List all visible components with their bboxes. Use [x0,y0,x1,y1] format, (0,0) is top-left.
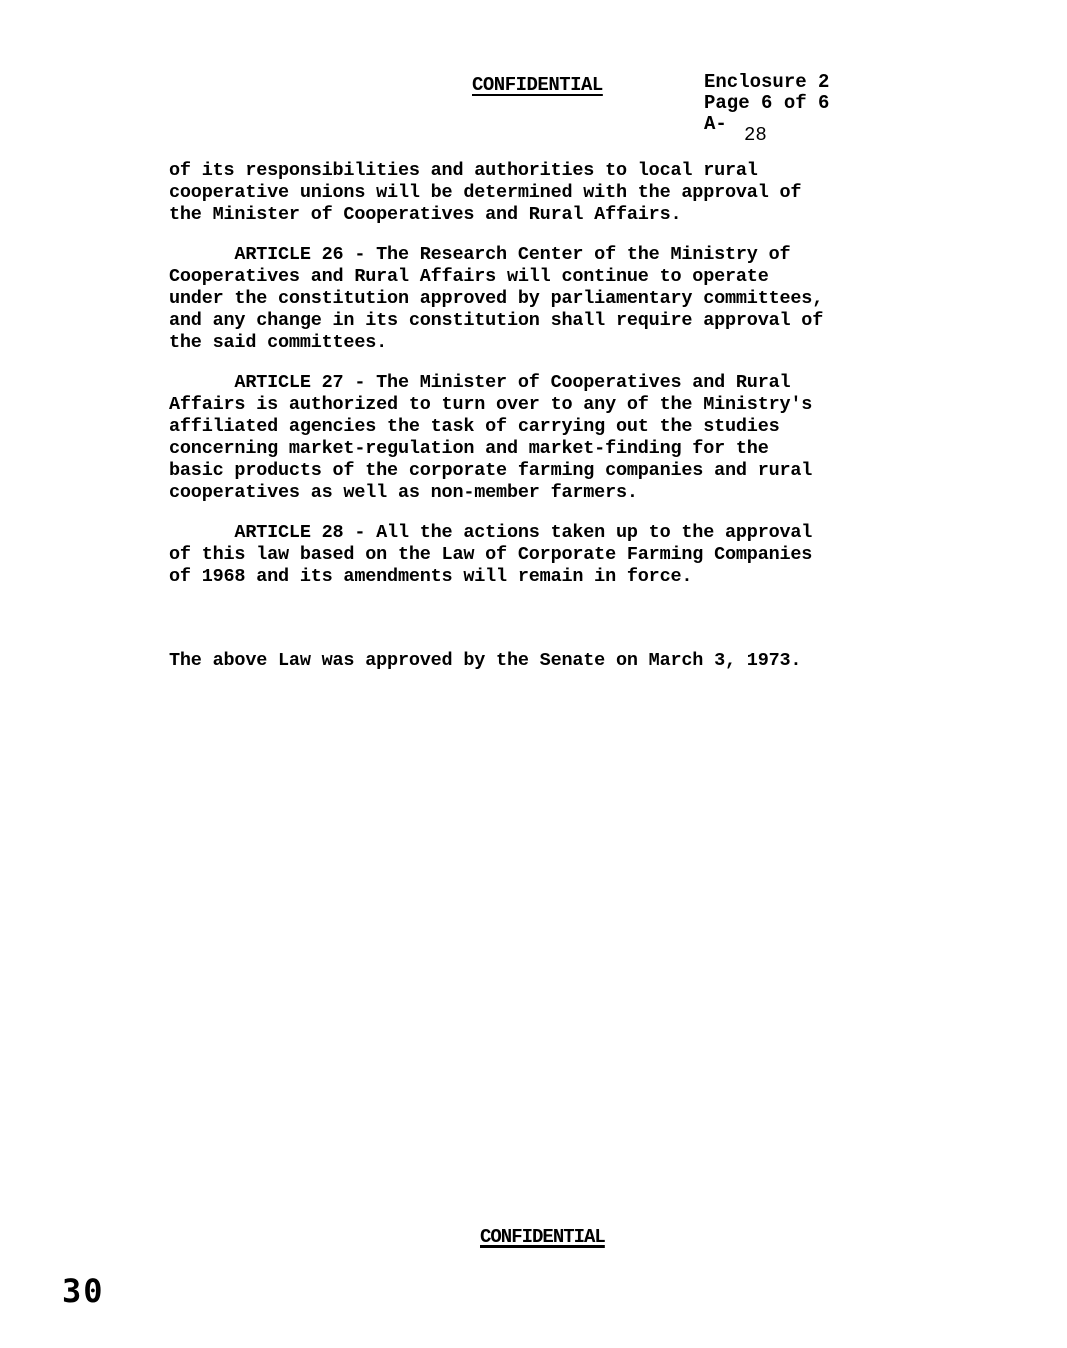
closing-statement: The above Law was approved by the Senate on March 3, 1973. [169,650,802,671]
reference-number: 28 [744,124,767,146]
paragraph-article-28: ARTICLE 28 - All the actions taken up to the approval of this law based on the Law of Corporate Farming Companies of 1968 and its amendments will remain in force. [169,522,813,587]
paragraph-article-26: ARTICLE 26 - The Research Center of the Ministry of Cooperatives and Rural Affairs will continue to operate under the constitution approved by parliamentary committees, and any change in its constitution shall require approval of the said committees. [169,244,824,353]
classification-footer: CONFIDENTIAL [480,1226,605,1248]
enclosure-label: Enclosure 2 [704,71,830,93]
paragraph-article-27: ARTICLE 27 - The Minister of Cooperatives and Rural Affairs is authorized to turn over to any of the Ministry's affiliated agencies the task of carrying out the studies concerning market-regulation and market-finding for the basic products of the corporate farming companies and rural cooperatives as well as non-member farmers. [169,372,813,503]
classification-header: CONFIDENTIAL [472,74,603,96]
document-reference-block [704,71,830,146]
page-info: Page 6 of 6 [704,92,830,114]
airgram-reference [704,113,829,146]
reference-prefix: A- [704,113,727,135]
paragraph-continuation: of its responsibilities and authorities to local rural cooperative unions will be determined with the approval of the Minister of Cooperatives and Rural Affairs. [169,160,802,225]
page-number: 30 [62,1272,105,1310]
